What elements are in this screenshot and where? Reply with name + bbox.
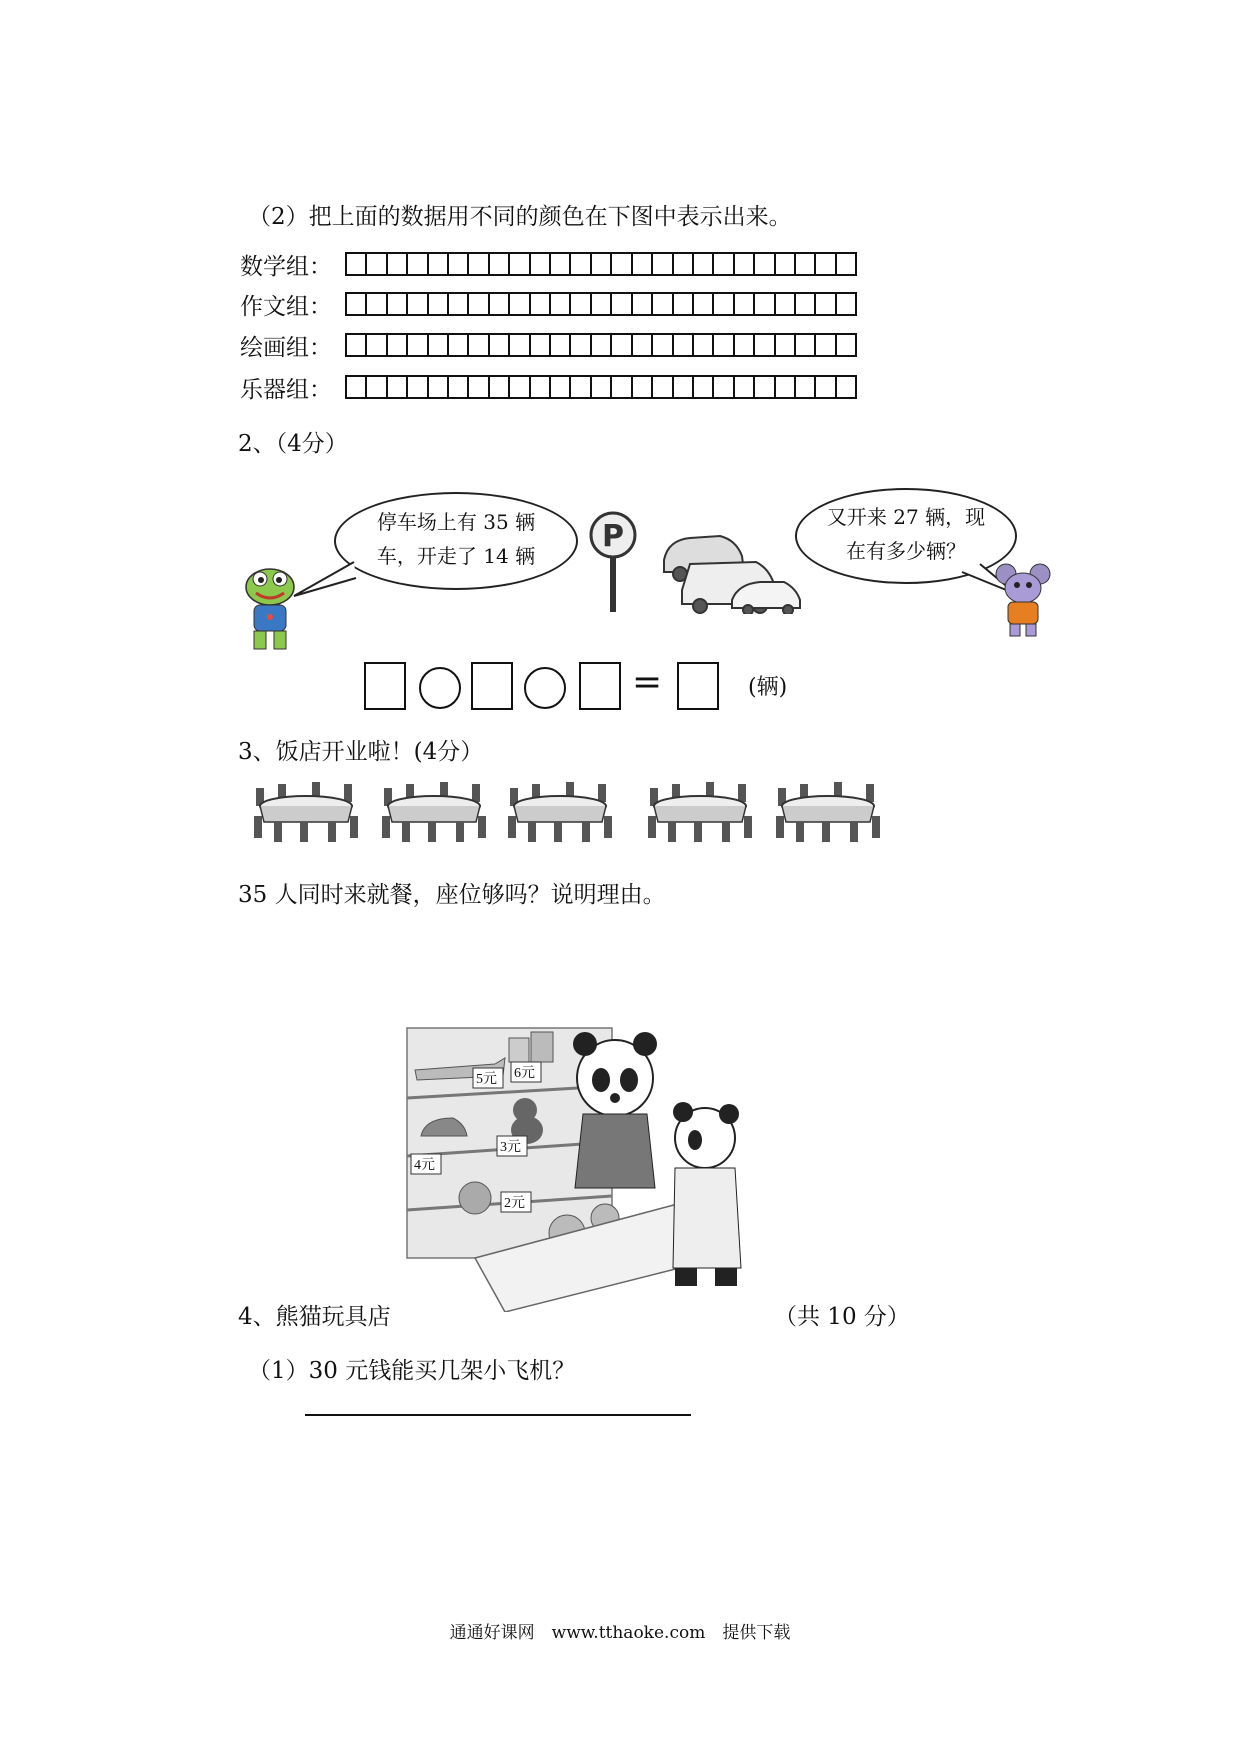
grid-cell[interactable] — [816, 377, 836, 397]
grid-cell[interactable] — [674, 335, 694, 355]
price-tag: 3元 — [500, 1140, 521, 1155]
grid-cell[interactable] — [367, 335, 387, 355]
grid-cell[interactable] — [612, 335, 632, 355]
grid-cell[interactable] — [490, 377, 510, 397]
group-row — [240, 330, 345, 360]
grid-cell[interactable] — [816, 254, 836, 274]
grid-cell[interactable] — [551, 254, 571, 274]
grid-cell[interactable] — [674, 254, 694, 274]
panda-toy-store-illustration — [405, 1018, 757, 1312]
grid-cell[interactable] — [490, 335, 510, 355]
grid-cell[interactable] — [469, 377, 489, 397]
grid-cell[interactable] — [469, 294, 489, 314]
grid-cell[interactable] — [490, 254, 510, 274]
grid-cell[interactable] — [633, 377, 653, 397]
grid-cell[interactable] — [694, 254, 714, 274]
grid-cell[interactable] — [408, 294, 428, 314]
box-row[interactable] — [345, 375, 857, 399]
operator-circle[interactable] — [524, 667, 566, 709]
mouse-illustration — [994, 562, 1052, 638]
grid-cell[interactable] — [694, 377, 714, 397]
q4-score: （共 10 分） — [774, 1304, 910, 1330]
grid-cell[interactable] — [735, 335, 755, 355]
grid-cell[interactable] — [674, 377, 694, 397]
answer-box[interactable] — [579, 662, 621, 710]
price-tag: 2元 — [504, 1196, 525, 1211]
grid-cell[interactable] — [796, 254, 816, 274]
group-label: 绘画组： — [240, 334, 332, 361]
grid-cell[interactable] — [388, 335, 408, 355]
q4-heading: 4、熊猫玩具店 — [238, 1304, 391, 1330]
grid-cell[interactable] — [735, 377, 755, 397]
answer-line[interactable] — [305, 1414, 691, 1416]
grid-cell[interactable] — [510, 254, 530, 274]
footer: 通通好课网 www.tthaoke.com 提供下载 — [449, 1623, 791, 1643]
grid-cell[interactable] — [367, 254, 387, 274]
q2-heading: 2、（4分） — [238, 431, 348, 457]
grid-cell[interactable] — [714, 254, 734, 274]
grid-cell[interactable] — [776, 254, 796, 274]
grid-cell[interactable] — [633, 294, 653, 314]
grid-cell[interactable] — [531, 377, 551, 397]
grid-cell[interactable] — [837, 377, 855, 397]
round-table — [382, 782, 486, 842]
grid-cell[interactable] — [347, 377, 367, 397]
grid-cell[interactable] — [816, 335, 836, 355]
grid-cell[interactable] — [796, 294, 816, 314]
round-table — [508, 782, 612, 842]
grid-cell[interactable] — [571, 294, 591, 314]
grid-cell[interactable] — [408, 377, 428, 397]
grid-cell[interactable] — [571, 254, 591, 274]
grid-cell[interactable] — [510, 335, 530, 355]
parking-sign-label: P — [602, 519, 624, 554]
grid-cell[interactable] — [837, 335, 855, 355]
grid-cell[interactable] — [449, 294, 469, 314]
price-tag: 6元 — [514, 1066, 535, 1081]
bubble-text-line: 停车场上有 35 辆 — [376, 510, 536, 534]
price-tag: 5元 — [476, 1072, 497, 1087]
grid-cell[interactable] — [551, 335, 571, 355]
grid-cell[interactable] — [612, 377, 632, 397]
grid-cell[interactable] — [837, 294, 855, 314]
q3-heading: 3、饭店开业啦！(4分） — [238, 739, 484, 765]
grid-cell[interactable] — [408, 335, 428, 355]
grid-cell[interactable] — [674, 294, 694, 314]
grid-cell[interactable] — [633, 254, 653, 274]
grid-cell[interactable] — [837, 254, 855, 274]
grid-cell[interactable] — [653, 294, 673, 314]
grid-cell[interactable] — [510, 377, 530, 397]
grid-cell[interactable] — [592, 254, 612, 274]
group-row — [240, 289, 345, 319]
grid-cell[interactable] — [531, 254, 551, 274]
grid-cell[interactable] — [694, 294, 714, 314]
group-label: 数学组： — [240, 253, 332, 280]
q1-part2-instruction: （2）把上面的数据用不同的颜色在下图中表示出来。 — [248, 204, 792, 230]
grid-cell[interactable] — [755, 254, 775, 274]
grid-cell[interactable] — [388, 294, 408, 314]
grid-cell[interactable] — [429, 294, 449, 314]
grid-cell[interactable] — [510, 294, 530, 314]
grid-cell[interactable] — [469, 254, 489, 274]
box-row[interactable] — [345, 292, 857, 316]
grid-cell[interactable] — [653, 254, 673, 274]
grid-cell[interactable] — [490, 294, 510, 314]
box-row[interactable] — [345, 252, 857, 276]
grid-cell[interactable] — [735, 254, 755, 274]
grid-cell[interactable] — [755, 377, 775, 397]
group-label: 作文组： — [240, 293, 332, 320]
unit-label: (辆) — [748, 675, 788, 700]
grid-cell[interactable] — [449, 254, 469, 274]
grid-cell[interactable] — [612, 294, 632, 314]
equals-sign: = — [632, 662, 663, 703]
grid-cell[interactable] — [347, 294, 367, 314]
answer-box[interactable] — [677, 662, 719, 710]
grid-cell[interactable] — [531, 294, 551, 314]
grid-cell[interactable] — [592, 335, 612, 355]
grid-cell[interactable] — [776, 294, 796, 314]
grid-cell[interactable] — [367, 377, 387, 397]
grid-cell[interactable] — [755, 294, 775, 314]
round-table — [776, 782, 880, 842]
grid-cell[interactable] — [735, 294, 755, 314]
q3-question: 35 人同时来就餐，座位够吗？说明理由。 — [238, 882, 666, 908]
grid-cell[interactable] — [571, 335, 591, 355]
grid-cell[interactable] — [388, 377, 408, 397]
grid-cell[interactable] — [592, 294, 612, 314]
grid-cell[interactable] — [429, 254, 449, 274]
grid-cell[interactable] — [347, 335, 367, 355]
grid-cell[interactable] — [551, 294, 571, 314]
grid-cell[interactable] — [429, 377, 449, 397]
operator-circle[interactable] — [419, 667, 461, 709]
grid-cell[interactable] — [633, 335, 653, 355]
grid-cell[interactable] — [796, 377, 816, 397]
answer-box[interactable] — [471, 662, 513, 710]
grid-cell[interactable] — [653, 335, 673, 355]
round-table — [254, 782, 358, 842]
bubble-text-line: 又开来 27 辆，现 — [826, 505, 986, 529]
left-speech-bubble — [334, 492, 578, 590]
grid-cell[interactable] — [469, 335, 489, 355]
grid-cell[interactable] — [408, 254, 428, 274]
grid-cell[interactable] — [551, 377, 571, 397]
grid-cell[interactable] — [531, 335, 551, 355]
grid-cell[interactable] — [776, 335, 796, 355]
grid-cell[interactable] — [388, 254, 408, 274]
grid-cell[interactable] — [714, 335, 734, 355]
grid-cell[interactable] — [592, 377, 612, 397]
grid-cell[interactable] — [367, 294, 387, 314]
bubble-text-line: 在有多少辆？ — [846, 539, 966, 563]
group-label: 乐器组： — [240, 376, 332, 403]
round-table — [648, 782, 752, 842]
grid-cell[interactable] — [612, 254, 632, 274]
restaurant-tables-illustration — [250, 780, 890, 842]
bubble-tail — [290, 560, 360, 600]
grid-cell[interactable] — [816, 294, 836, 314]
bubble-text-line: 车，开走了 14 辆 — [376, 544, 536, 568]
parking-sign-icon — [588, 510, 638, 614]
cars-illustration — [660, 520, 805, 614]
grid-cell[interactable] — [755, 335, 775, 355]
grid-cell[interactable] — [429, 335, 449, 355]
price-tag: 4元 — [414, 1158, 435, 1173]
group-row — [240, 249, 345, 279]
grid-cell[interactable] — [796, 335, 816, 355]
grid-cell[interactable] — [347, 254, 367, 274]
q4-sub1: （1）30 元钱能买几架小飞机？ — [248, 1358, 576, 1384]
answer-box[interactable] — [364, 662, 406, 710]
grid-cell[interactable] — [714, 377, 734, 397]
grid-cell[interactable] — [571, 377, 591, 397]
grid-cell[interactable] — [449, 377, 469, 397]
grid-cell[interactable] — [449, 335, 469, 355]
group-row — [240, 372, 345, 402]
grid-cell[interactable] — [714, 294, 734, 314]
box-row[interactable] — [345, 333, 857, 357]
grid-cell[interactable] — [694, 335, 714, 355]
grid-cell[interactable] — [776, 377, 796, 397]
grid-cell[interactable] — [653, 377, 673, 397]
